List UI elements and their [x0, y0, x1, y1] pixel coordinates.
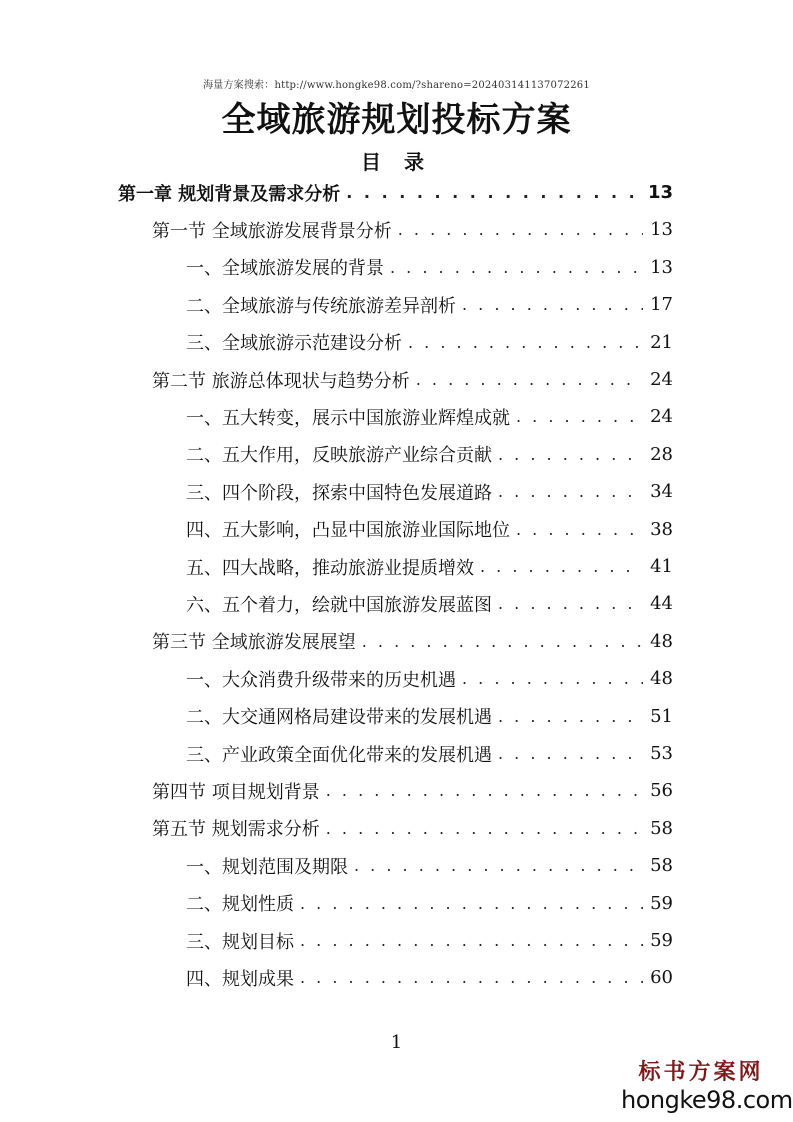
- toc-leader-dots: [300, 931, 643, 950]
- toc-entry-page: 24: [650, 369, 673, 390]
- toc-entry[interactable]: [186, 885, 673, 922]
- toc-entry-label: 第五节 规划需求分析: [152, 819, 320, 841]
- toc-leader-dots: [498, 445, 643, 464]
- toc-entry-label: 五、四大战略，推动旅游业提质增效: [186, 557, 474, 579]
- toc-entry-page: 48: [650, 630, 673, 652]
- toc-entry-page: 53: [650, 743, 673, 764]
- toc-entry[interactable]: [186, 398, 673, 435]
- toc-entry-label: 三、四个阶段，探索中国特色发展道路: [186, 482, 492, 504]
- toc-leader-dots: [516, 520, 643, 539]
- document-title: 全域旅游规划投标方案: [221, 100, 572, 140]
- toc-entry-label: 一、五大转变，展示中国旅游业辉煌成就: [186, 407, 510, 429]
- toc-entry-label: 六、五个着力，绘就中国旅游发展蓝图: [186, 594, 492, 616]
- toc-leader-dots: [498, 707, 643, 726]
- toc-leader-dots: [326, 819, 643, 838]
- toc-leader-dots: [326, 781, 643, 800]
- toc-leader-dots: [462, 669, 643, 688]
- toc-entry-label: 第二节 旅游总体现状与趋势分析: [152, 370, 410, 392]
- toc-entry-label: 二、全域旅游与传统旅游差异剖析: [186, 295, 456, 317]
- toc-entry-page: 38: [650, 518, 673, 540]
- toc-entry[interactable]: [186, 585, 673, 622]
- toc-leader-dots: [300, 894, 643, 913]
- toc-entry[interactable]: [186, 511, 673, 548]
- toc-entry[interactable]: [186, 548, 673, 585]
- toc-entry-page: 56: [650, 780, 673, 802]
- toc-leader-dots: [346, 183, 642, 202]
- toc-leader-dots: [390, 258, 643, 277]
- toc-entry[interactable]: [186, 436, 673, 473]
- toc-leader-dots: [498, 594, 643, 613]
- toc-entry-label: 二、大交通网格局建设带来的发展机遇: [186, 707, 492, 729]
- toc-leader-dots: [398, 220, 643, 239]
- toc-entry-page: 58: [650, 855, 673, 877]
- toc-entry-page: 17: [650, 294, 673, 316]
- toc-leader-dots: [362, 632, 643, 651]
- source-line: 海量方案搜索：http://www.hongke98.com/?shareno=20240314113707226​1: [203, 80, 590, 91]
- toc-entry[interactable]: [186, 735, 673, 772]
- toc-leader-dots: [300, 968, 643, 987]
- toc-entry[interactable]: [186, 959, 673, 996]
- toc-entry-label: 一、大众消费升级带来的历史机遇: [186, 669, 456, 691]
- toc-entry-label: 三、规划目标: [186, 931, 294, 953]
- page-number: 1: [390, 1032, 403, 1053]
- toc-entry-page: 13: [647, 182, 673, 203]
- toc-entry[interactable]: [186, 249, 673, 286]
- toc-entry-label: 第四节 项目规划背景: [152, 781, 320, 803]
- toc-entry[interactable]: [118, 174, 673, 211]
- toc-entry[interactable]: [152, 772, 673, 809]
- toc-entry[interactable]: [186, 286, 673, 323]
- toc-entry[interactable]: [186, 324, 673, 361]
- toc-entry[interactable]: [152, 810, 673, 847]
- toc-entry-label: 二、五大作用，反映旅游产业综合贡献: [186, 445, 492, 467]
- toc-leader-dots: [416, 370, 643, 389]
- toc-entry-label: 第一章 规划背景及需求分析: [118, 183, 341, 205]
- toc-entry-page: 48: [650, 668, 673, 690]
- toc-entry-label: 二、规划性质: [186, 894, 294, 916]
- watermark-url-text: hongke98.com: [621, 1086, 793, 1114]
- toc-entry-label: 三、产业政策全面优化带来的发展机遇: [186, 744, 492, 766]
- toc-entry-label: 第一节 全域旅游发展背景分析: [152, 220, 392, 242]
- toc-leader-dots: [498, 744, 643, 763]
- toc-entry[interactable]: [186, 473, 673, 510]
- toc-leader-dots: [408, 333, 643, 352]
- watermark-cn-text: 标书方案网: [638, 1059, 764, 1085]
- toc-entry[interactable]: [152, 211, 673, 248]
- toc-leader-dots: [516, 407, 643, 426]
- toc-entry-page: 24: [650, 406, 673, 428]
- toc-entry-page: 13: [650, 219, 673, 241]
- toc-entry[interactable]: [152, 623, 673, 660]
- toc-entry-label: 四、规划成果: [186, 968, 294, 990]
- toc-entry-page: 60: [650, 967, 673, 989]
- toc-entry[interactable]: [186, 922, 673, 959]
- toc-entry-page: 28: [650, 443, 673, 465]
- watermark-logo: [621, 1058, 793, 1114]
- toc-entry-label: 一、规划范围及期限: [186, 856, 348, 878]
- toc-entry-page: 59: [650, 892, 673, 914]
- toc-entry[interactable]: [152, 361, 673, 398]
- toc-entry-page: 13: [650, 256, 673, 278]
- toc-entry-label: 四、五大影响，凸显中国旅游业国际地位: [186, 520, 510, 542]
- toc-entry-label: 第三节 全域旅游发展展望: [152, 632, 356, 654]
- toc-heading: 目 录: [361, 150, 432, 174]
- toc-entry[interactable]: [186, 847, 673, 884]
- toc-entry-label: 三、全域旅游示范建设分析: [186, 333, 402, 355]
- toc-leader-dots: [354, 856, 643, 875]
- toc-entry-page: 51: [650, 705, 673, 727]
- toc-entry[interactable]: [186, 698, 673, 735]
- toc-leader-dots: [480, 557, 643, 576]
- toc-entry-label: 一、全域旅游发展的背景: [186, 258, 384, 280]
- toc-entry-page: 58: [650, 817, 673, 839]
- toc-leader-dots: [462, 295, 643, 314]
- toc-entry[interactable]: [186, 660, 673, 697]
- toc-entry-page: 34: [650, 481, 673, 503]
- toc-entry-page: 21: [650, 331, 673, 353]
- toc-entry-page: 44: [650, 593, 673, 615]
- toc-entry-page: 59: [650, 930, 673, 951]
- toc-leader-dots: [498, 482, 643, 501]
- toc-entry-page: 41: [650, 556, 673, 577]
